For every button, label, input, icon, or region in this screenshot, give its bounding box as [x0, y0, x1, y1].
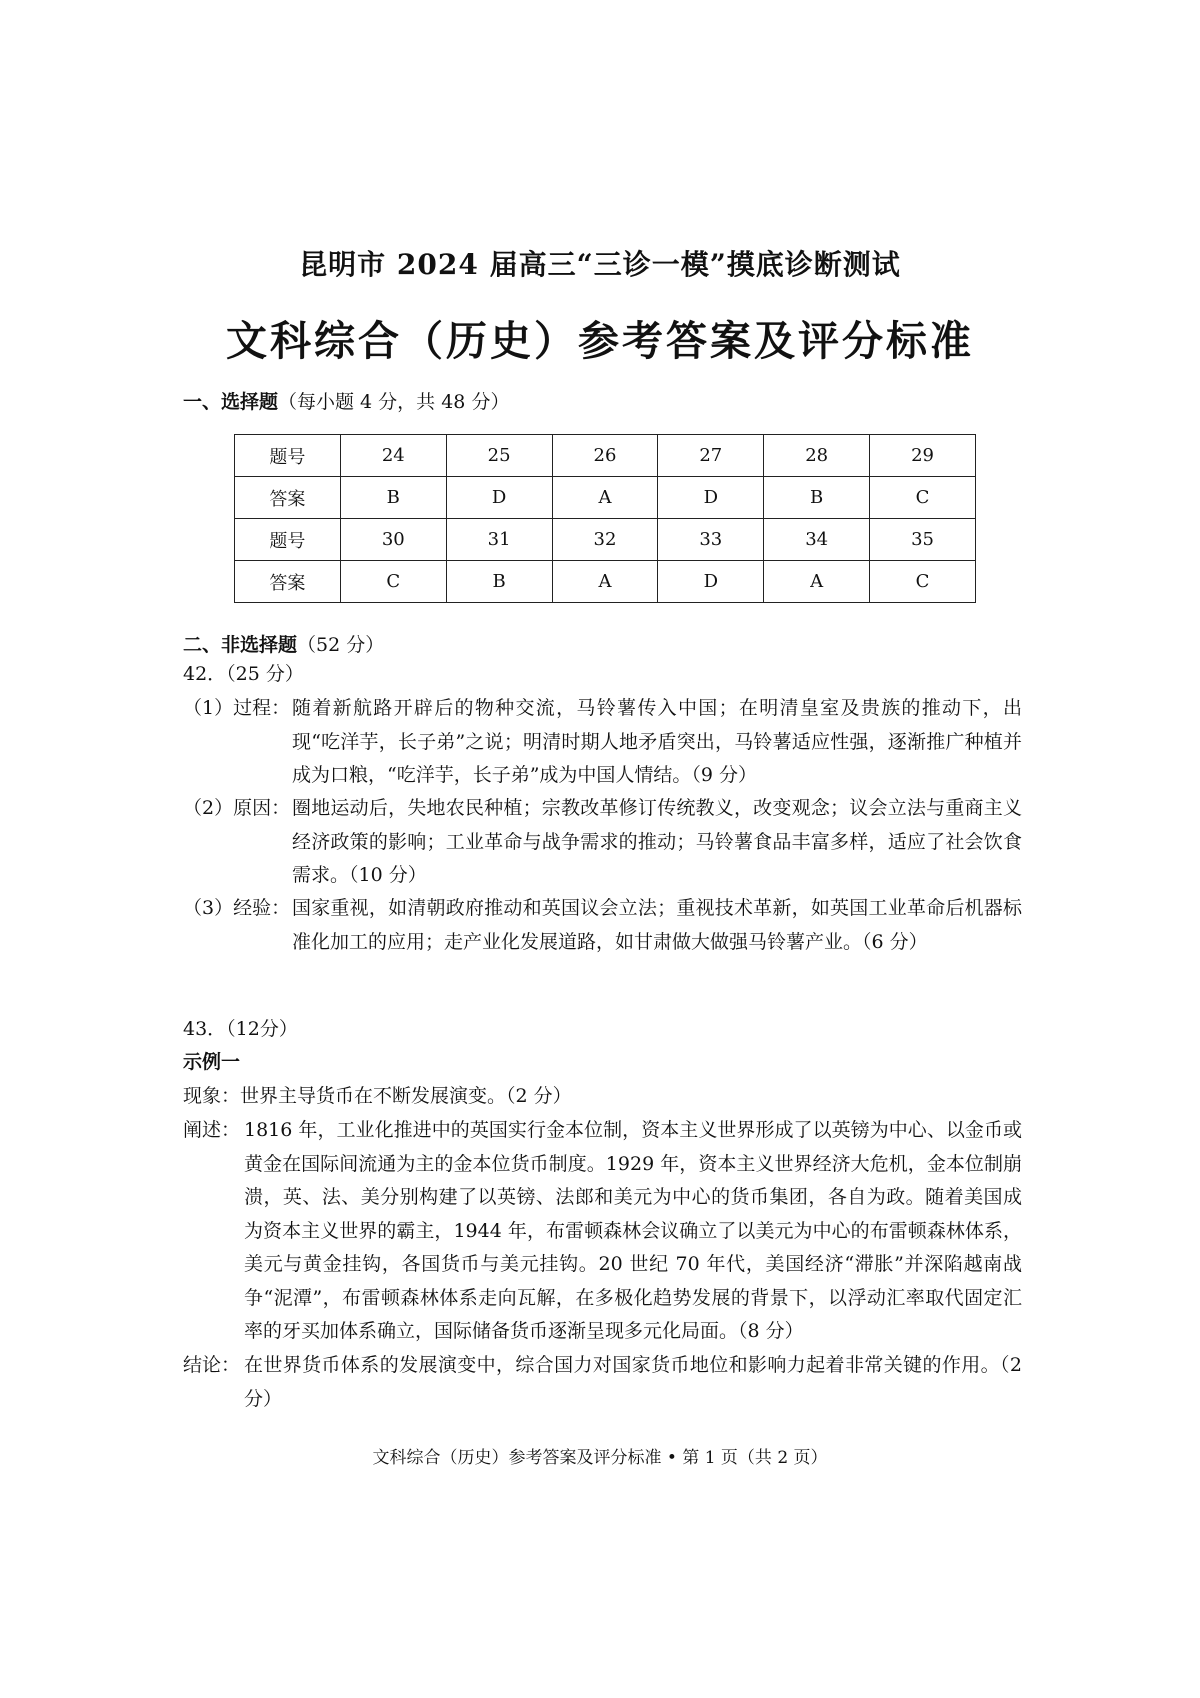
table-cell: B — [446, 561, 552, 603]
table-cell: A — [764, 561, 870, 603]
section-two-heading — [183, 630, 384, 657]
q43-title: 43．（12分） — [183, 1018, 298, 1040]
q42-part3-label: （3）经验： — [183, 897, 291, 919]
row-header-cell: 答案 — [235, 477, 341, 519]
table-cell: 29 — [870, 435, 976, 477]
table-cell: D — [658, 477, 764, 519]
q42-part2-label: （2）原因： — [183, 797, 291, 819]
table-cell: D — [658, 561, 764, 603]
table-cell: 26 — [552, 435, 658, 477]
q43-conclusion-text: 在世界货币体系的发展演变中，综合国力对国家货币地位和影响力起着非常关键的作用。（2 分） — [244, 1354, 1022, 1410]
table-cell: A — [552, 477, 658, 519]
table-cell: 27 — [658, 435, 764, 477]
q43-conclusion-label: 结论： — [183, 1354, 241, 1376]
table-cell: C — [870, 561, 976, 603]
section-one-note: （每小题 4 分，共 48 分） — [278, 391, 510, 413]
answer-table — [234, 434, 976, 603]
q43-elaboration-label: 阐述： — [183, 1119, 241, 1141]
row-header-cell: 答案 — [235, 561, 341, 603]
row-header-cell: 题号 — [235, 519, 341, 561]
q42-part1-label: （1）过程： — [183, 697, 291, 719]
table-cell: 34 — [764, 519, 870, 561]
table-cell: D — [446, 477, 552, 519]
table-row — [235, 519, 976, 561]
table-cell: 24 — [340, 435, 446, 477]
section-two-note: （52 分） — [297, 634, 385, 656]
q42-title: 42．（25 分） — [183, 663, 304, 685]
row-header-cell: 题号 — [235, 435, 341, 477]
q42-part1-text: 随着新航路开辟后的物种交流，马铃薯传入中国；在明清皇室及贵族的推动下，出现“吃洋芋，长子弟”之说；明清时期人地矛盾突出，马铃薯适应性强，逐渐推广种植并成为口粮，“吃洋芋，长子弟”成为中国人情结。（9 分） — [292, 697, 1022, 786]
section-one-heading — [183, 387, 509, 414]
q42-part3-text: 国家重视，如清朝政府推动和英国议会立法；重视技术革新，如英国工业革命后机器标准化加工的应用；走产业化发展道路，如甘肃做大做强马铃薯产业。（6 分） — [292, 897, 1022, 953]
table-cell: 30 — [340, 519, 446, 561]
q43-phenomenon: 现象：世界主导货币在不断发展演变。（2 分） — [183, 1085, 572, 1107]
table-cell: C — [340, 561, 446, 603]
page-title: 文科综合（历史）参考答案及评分标准 — [226, 317, 974, 365]
table-cell: B — [340, 477, 446, 519]
table-cell: B — [764, 477, 870, 519]
page-footer: 文科综合（历史）参考答案及评分标准 • 第 1 页（共 2 页） — [372, 1448, 828, 1468]
table-row — [235, 477, 976, 519]
q42-part2-text: 圈地运动后，失地农民种植；宗教改革修订传统教义，改变观念；议会立法与重商主义经济政策的影响；工业革命与战争需求的推动；马铃薯食品丰富多样，适应了社会饮食需求。（10 分） — [292, 797, 1022, 886]
section-two-title: 二、非选择题 — [183, 634, 298, 656]
section-one-title: 一、选择题 — [183, 391, 279, 413]
table-cell: 28 — [764, 435, 870, 477]
table-cell: 25 — [446, 435, 552, 477]
table-cell: A — [552, 561, 658, 603]
table-cell: 35 — [870, 519, 976, 561]
table-cell: 33 — [658, 519, 764, 561]
table-cell: 31 — [446, 519, 552, 561]
table-cell: 32 — [552, 519, 658, 561]
q43-example-label: 示例一 — [183, 1051, 241, 1073]
table-row — [235, 435, 976, 477]
q43-elaboration-text: 1816 年，工业化推进中的英国实行金本位制，资本主义世界形成了以英镑为中心、以金币或黄金在国际间流通为主的金本位货币制度。1929 年，资本主义世界经济大危机，金本位制崩溃，英、法、美分别构建了以英镑、法郎和美元为中心的货币集团，各自为政。随着美国成为资本主义世界的霸主，1944 年，布雷顿森林会议确立了以美元为中心的布雷顿森林体系，美元与黄金挂钩，各国货币与美元挂钩。20 世纪 70 年代，美国经济“滞胀”并深陷越南战争“泥潭”，布雷顿森林体系走向瓦解，在多极化趋势发展的背景下，以浮动汇率取代固定汇率的牙买加体系确立，国际储备货币逐渐呈现多元化局面。（8 分） — [244, 1119, 1022, 1342]
table-cell: C — [870, 477, 976, 519]
exam-subtitle: 昆明市 2024 届高三“三诊一模”摸底诊断测试 — [299, 248, 901, 281]
table-row — [235, 561, 976, 603]
